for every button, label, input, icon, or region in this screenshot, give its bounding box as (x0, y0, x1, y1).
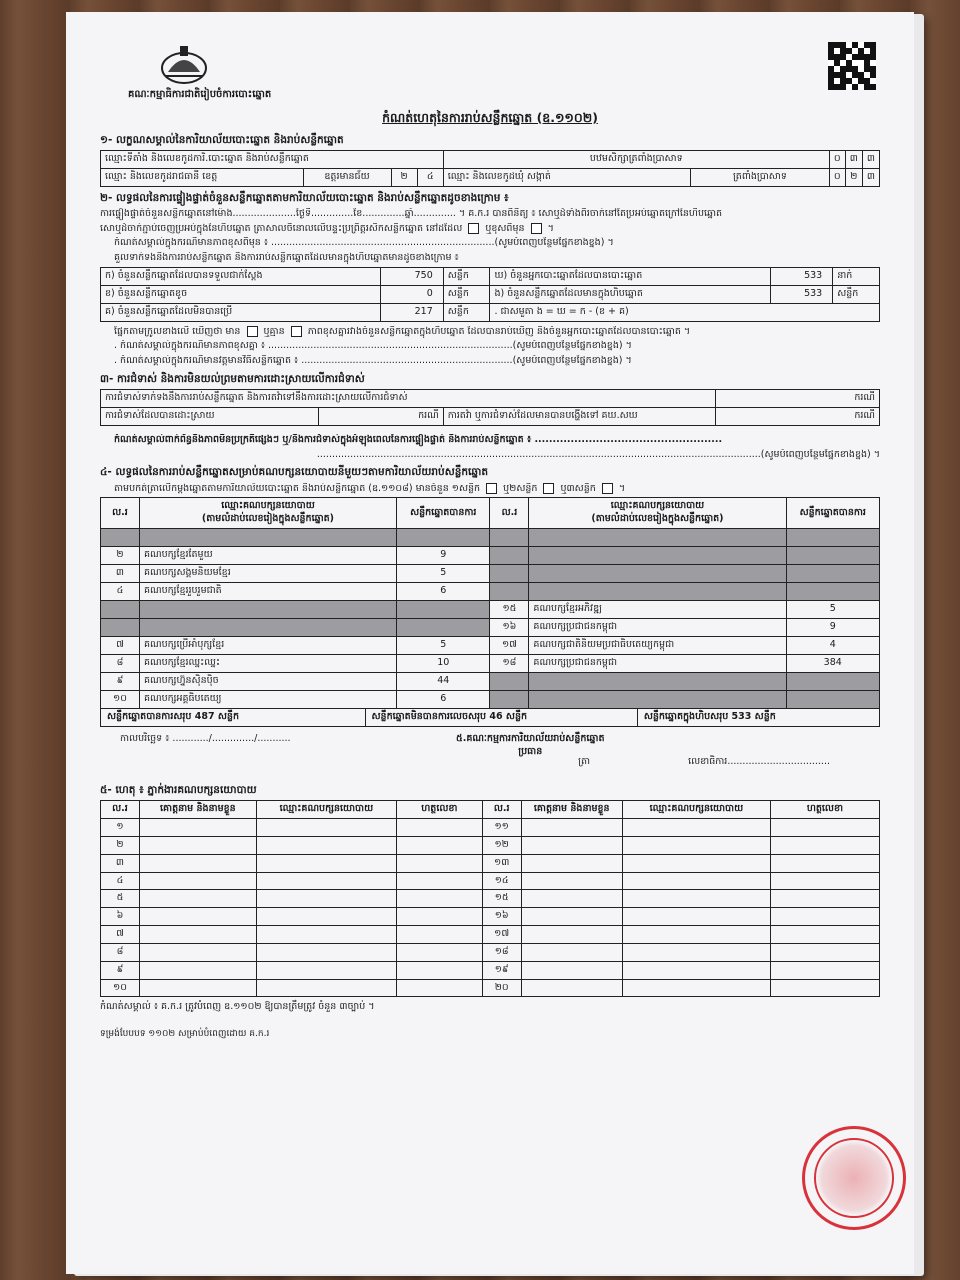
seal-status-line: សោឬដំចាក់ភ្ជាប់ចេញប្រអប់ក្នុងនៃហិបឆ្នោត ត្រាសាលចិនោលលើបន្ទះប្រព្រឹត្តរសិកសន្លឹកឆ្នោត នៅដដែល ឬខុសពីមុន ។ (100, 222, 554, 234)
signature-row (100, 733, 880, 759)
agent-entry-cell[interactable] (622, 926, 770, 944)
agent-entry-cell[interactable] (397, 908, 483, 926)
agent-no-cell: ៨ (101, 943, 140, 961)
party-no-cell: ១៦ (490, 619, 529, 637)
table-row (101, 837, 880, 855)
vote-summary-row (100, 709, 880, 727)
agents-col-sig: ហត្ថលេខា (770, 801, 879, 819)
ballots-in-box-label: ង) ចំនួនសន្លឹកឆ្នោតដែលមានក្នុងហិបឆ្នោត (490, 285, 770, 303)
unit-label: សន្លឹក (443, 303, 490, 321)
agent-no-cell: ១៣ (482, 854, 521, 872)
agent-entry-cell[interactable] (770, 837, 879, 855)
agent-no-cell: ១១ (482, 819, 521, 837)
agent-entry-cell[interactable] (622, 872, 770, 890)
agent-entry-cell[interactable] (139, 979, 256, 997)
agent-no-cell: ១ (101, 819, 140, 837)
party-party-cell: គណបក្សខ្មែរអភិវឌ្ឍ (529, 601, 786, 619)
table-row (101, 890, 880, 908)
party-votes-cell (786, 691, 880, 709)
unused-ballots-value: 217 (381, 303, 443, 321)
agent-entry-cell[interactable] (622, 854, 770, 872)
agent-entry-cell[interactable] (139, 890, 256, 908)
col-party-subtitle: (តាមលំដាប់លេខរៀងក្នុងសន្លឹកឆ្នោត) (201, 513, 335, 525)
province-label: ឈ្មោះ និងលេខកូដរាជធានី ខេត្ត (101, 168, 304, 186)
tally-one-sheet-checkbox[interactable] (486, 483, 497, 494)
agent-entry-cell[interactable] (770, 890, 879, 908)
table-row (101, 819, 880, 837)
party-votes-cell: 5 (397, 637, 490, 655)
nec-emblem-icon (158, 42, 210, 86)
agent-entry-cell[interactable] (256, 908, 396, 926)
irregularities-note-line2: ...................................................................................................................................................(សូមបំពេញបន្ថែមផ្នែកខាងខ្នង) ។ (316, 448, 880, 460)
seal-intact-checkbox[interactable] (468, 223, 479, 234)
agent-entry-cell[interactable] (770, 979, 879, 997)
party-votes-cell: 4 (786, 637, 880, 655)
party-no-cell (490, 691, 529, 709)
agent-no-cell: ១៦ (482, 908, 521, 926)
party-no-cell: ១៨ (490, 655, 529, 673)
agent-entry-cell[interactable] (521, 926, 622, 944)
agents-col-name: គោត្តនាម និងនាមខ្លួន (139, 801, 256, 819)
party-party-cell (529, 583, 786, 601)
agent-entry-cell[interactable] (521, 819, 622, 837)
case-label: ករណី (716, 390, 880, 408)
tally-three-sheets-checkbox[interactable] (602, 483, 613, 494)
qr-code-icon (828, 42, 876, 90)
election-form-paper (66, 12, 914, 1274)
section3-title: ៣- ការជំទាស់ និងការមិនយល់ព្រមតាមការដោះស្រាយលើការជំទាស់ (100, 372, 365, 385)
commune-code-digit: ៣ (862, 168, 879, 186)
committee-title: ៥.គណៈកម្មការការិយាល័យរាប់សន្លឹកឆ្នោត (456, 732, 605, 744)
agent-no-cell: ១៤ (482, 872, 521, 890)
party-party-cell: គណបក្សសង្គមនិយមខ្មែរ (139, 565, 396, 583)
commune-code-digit: ២ (845, 168, 862, 186)
agent-entry-cell[interactable] (139, 819, 256, 837)
table-row (101, 872, 880, 890)
party-results-table (100, 497, 880, 709)
agent-entry-cell[interactable] (521, 908, 622, 926)
agent-no-cell: ១០ (101, 979, 140, 997)
party-votes-cell: 10 (397, 655, 490, 673)
col-party-title: ឈ្មោះគណបក្សនយោបាយ (221, 500, 315, 512)
agent-entry-cell[interactable] (521, 961, 622, 979)
agent-entry-cell[interactable] (622, 943, 770, 961)
station-code-digit: ០ (829, 151, 845, 169)
voters-value: 533 (770, 268, 832, 286)
agent-entry-cell[interactable] (139, 908, 256, 926)
party-agents-table (100, 800, 880, 997)
agent-entry-cell[interactable] (521, 890, 622, 908)
party-no-cell (101, 529, 140, 547)
agent-entry-cell[interactable] (622, 979, 770, 997)
party-votes-cell (786, 565, 880, 583)
ballots-in-box-total: សន្លឹកឆ្នោតក្នុងហិបសរុប 533 សន្លឹក (643, 711, 776, 722)
agent-entry-cell[interactable] (521, 943, 622, 961)
party-party-cell: គណបក្សហ្វ៊ុនស៊ិនប៉ិច (139, 673, 396, 691)
party-no-cell (490, 529, 529, 547)
agent-entry-cell[interactable] (256, 961, 396, 979)
party-no-cell (490, 583, 529, 601)
discrepancy-text: ផ្នែកតាមក្រូលខាងលើ ឃើញថា មាន (114, 325, 241, 337)
agent-entry-cell[interactable] (397, 872, 483, 890)
party-votes-cell: 5 (397, 565, 490, 583)
committee-block (456, 733, 604, 759)
agent-entry-cell[interactable] (139, 837, 256, 855)
agent-entry-cell[interactable] (770, 854, 879, 872)
agent-rows (101, 819, 880, 997)
agent-no-cell: ៣ (101, 854, 140, 872)
sig-spacer (100, 756, 480, 769)
secretary-label: លេខាធិការ.................................. (688, 756, 830, 768)
tally-three-sheets-text: ឬ៣សន្លឹក (560, 482, 596, 494)
table-row (101, 601, 880, 619)
station-code-digit: ៣ (862, 151, 879, 169)
table-row (101, 979, 880, 997)
agent-entry-cell[interactable] (521, 837, 622, 855)
col-party-header (529, 498, 786, 529)
invalid-votes-total: សន្លឹកឆ្នោតមិនបានការលេចសរុប 46 សន្លឹក (366, 709, 638, 726)
col-no-header: ល.រ (101, 498, 140, 529)
party-no-cell: ១៧ (490, 637, 529, 655)
party-no-cell: ៧ (101, 637, 140, 655)
agent-entry-cell[interactable] (521, 854, 622, 872)
received-ballots-label: ក) ចំនួនសន្លឹកឆ្នោតដែលបានទទួលជាក់ស្ដែង (101, 268, 381, 286)
party-votes-cell: 9 (786, 619, 880, 637)
tally-two-sheets-text: ឬ២សន្លឹក (503, 482, 538, 494)
agent-entry-cell[interactable] (770, 908, 879, 926)
party-party-cell: គណបក្សប្រជាជនកម្ពុជា (529, 619, 786, 637)
col-party-title: ឈ្មោះគណបក្សនយោបាយ (610, 500, 705, 512)
party-no-cell: ៨ (101, 655, 140, 673)
case-label: ករណី (319, 407, 444, 425)
col-party-subtitle: (តាមលំដាប់លេខរៀងក្នុងសន្លឹកឆ្នោត) (591, 513, 724, 525)
party-party-cell (529, 673, 786, 691)
count-intro-line: គួលទាក់ទងនឹងការរាប់សន្លឹកឆ្នោត និងការរាប់សន្លឹកឆ្នោតដែលមានក្នុងហិបឆ្នោតមានដូចខាងក្រោម ៖ (114, 252, 459, 264)
voters-label: ឃ) ចំនួនអ្នកបោះឆ្នោតដែលបានបោះឆ្នោត (490, 268, 770, 286)
agents-col-name: គោត្តនាម និងនាមខ្លួន (521, 801, 622, 819)
agent-entry-cell[interactable] (139, 943, 256, 961)
agent-entry-cell[interactable] (770, 819, 879, 837)
table-row (101, 926, 880, 944)
footer-note: កំណត់សម្គាល់ ៖ គ.ក.រ ត្រូវបំពេញ ឧ.១១០២ ឱ្យបានត្រឹមត្រូវ ចំនួន ៣ច្បាប់ ។ (100, 1001, 375, 1013)
agent-no-cell: ៧ (101, 926, 140, 944)
section4-title: ៤- លទ្ធផលនៃការរាប់សន្លឹកឆ្នោតសម្រាប់គណបក្សនយោបាយនីមួយៗតាមការិយាល័យរាប់សន្លឹកឆ្នោត (100, 466, 489, 479)
agent-no-cell: ១៧ (482, 926, 521, 944)
logo-block (100, 42, 360, 102)
unit-label: សន្លឹក (443, 285, 490, 303)
agent-no-cell: ៤ (101, 872, 140, 890)
agent-entry-cell[interactable] (770, 872, 879, 890)
party-votes-cell (397, 601, 490, 619)
agent-entry-cell[interactable] (139, 961, 256, 979)
table-row (101, 961, 880, 979)
party-party-cell (139, 619, 396, 637)
unused-ballots-label: គ) ចំនួនសន្លឹកឆ្នោតដែលមិនបានប្រើ (101, 303, 381, 321)
party-votes-cell (397, 529, 490, 547)
discrepancy-no-checkbox[interactable] (291, 326, 302, 337)
party-party-cell (139, 601, 396, 619)
agent-no-cell: ២ (101, 837, 140, 855)
agent-entry-cell[interactable] (622, 837, 770, 855)
complaints-table (100, 389, 880, 426)
party-party-cell: គណបក្សអគ្គធិបតេយ្យ (139, 691, 396, 709)
agent-entry-cell[interactable] (521, 979, 622, 997)
stamp-emblem-icon (814, 1138, 894, 1218)
agent-entry-cell[interactable] (256, 819, 396, 837)
agent-entry-cell[interactable] (256, 854, 396, 872)
party-party-cell (529, 547, 786, 565)
agent-entry-cell[interactable] (397, 837, 483, 855)
count-formula: . ជាសមួតា ង = ឃ = ក - (ខ + គ) (490, 303, 880, 321)
party-no-cell (490, 565, 529, 583)
party-party-cell (529, 529, 786, 547)
seal-changed-checkbox[interactable] (531, 223, 542, 234)
commune-code-digit: ០ (829, 168, 845, 186)
agents-col-sig: ហត្ថលេខា (397, 801, 483, 819)
ballot-count-table (100, 267, 880, 321)
party-votes-cell (786, 583, 880, 601)
resolved-complaints-label: ការជំទាស់ដែលបានដោះស្រាយ (101, 407, 319, 425)
col-no-header: ល.រ (490, 498, 529, 529)
province-code-digit: ៤ (417, 168, 443, 186)
party-no-cell (101, 619, 140, 637)
agent-entry-cell[interactable] (770, 926, 879, 944)
table-row (101, 854, 880, 872)
party-no-cell: ១៥ (490, 601, 529, 619)
col-votes-header: សន្លឹកឆ្នោតបានការ (786, 498, 880, 529)
station-identity-table (100, 150, 880, 187)
tally-sheet-text: តាមបកត់ត្រាលើកម្ដងឆ្នោតតាមការិយាល័យបោះឆ្នោត និងរាប់សន្លឹកឆ្នោត (ឧ.១១០៨) មានចំនួន ១សន្លឹក (114, 482, 481, 494)
agent-entry-cell[interactable] (139, 854, 256, 872)
discrepancy-no-text: ឬគ្មាន (263, 325, 285, 337)
agent-entry-cell[interactable] (770, 943, 879, 961)
party-no-cell: ១០ (101, 691, 140, 709)
date-line: កាលបរិច្ឆេទ ៖ ............/............../........... (120, 732, 291, 744)
province-code-digit: ២ (391, 168, 417, 186)
form-title: កំណត់ហេតុនៃការរាប់សន្លឹកឆ្នោត (ឧ.១១០២) (382, 110, 598, 125)
agent-entry-cell[interactable] (397, 890, 483, 908)
party-party-cell (139, 529, 396, 547)
party-votes-cell: 384 (786, 655, 880, 673)
section2-title: ២- លទ្ធផលនៃការផ្ទៀងផ្ទាត់ចំនួនសន្លឹកឆ្នោតតាមការិយាល័យបោះឆ្នោត និងរាប់សន្លឹកឆ្នោតដូចខាងក្រោម ៖ (100, 191, 509, 204)
station-name-label: ឈ្មោះទីតាំង និងលេខកូដការិ.បោះឆ្នោត និងរាប់សន្លឹកឆ្នោត (101, 151, 444, 169)
agent-entry-cell[interactable] (139, 872, 256, 890)
party-votes-cell: 6 (397, 583, 490, 601)
agent-entry-cell[interactable] (397, 854, 483, 872)
agents-col-party: ឈ្មោះគណបក្សនយោបាយ (622, 801, 770, 819)
escalated-complaints-label: ការតវ៉ា ឬការជំទាស់ដែលមានបានបង្ហើងទៅ គឃ.សឃ (443, 407, 716, 425)
agents-col-no: ល.រ (482, 801, 521, 819)
agents-col-no: ល.រ (101, 801, 140, 819)
agent-no-cell: ១៥ (482, 890, 521, 908)
agent-no-cell: ៩ (101, 961, 140, 979)
party-party-cell: គណបក្សខ្មែររួបរួមជាតិ (139, 583, 396, 601)
table-row (101, 943, 880, 961)
agent-entry-cell[interactable] (256, 890, 396, 908)
difference-note-line: កំណត់សម្គាល់ក្នុងករណីមានភាពខុសពីមុន ៖ ..........................................................................(សូមបំពេញបន្ថែមផ្នែកខាងខ្នង) ។ (114, 237, 614, 249)
table-row (101, 565, 880, 583)
party-votes-cell (786, 673, 880, 691)
agents-col-party: ឈ្មោះគណបក្សនយោបាយ (256, 801, 396, 819)
table-row (101, 673, 880, 691)
agent-no-cell: ២០ (482, 979, 521, 997)
table-row (101, 655, 880, 673)
table-row (101, 529, 880, 547)
irregularity-note-line: . កំណត់សម្គាល់ក្នុងករណីមានវត្តមានវិធីសន្លឹកឆ្នោត ៖ ......................................................................(សូមបំពេញបន្ថែមផ្នែកខាងខ្នង) ។ (114, 355, 632, 367)
province-value: ឧត្ដរមានជ័យ (303, 168, 391, 186)
valid-votes-total: សន្លឹកឆ្នោតបានការសរុប 487 សន្លឹក (101, 709, 366, 726)
spoiled-ballots-value: 0 (381, 285, 443, 303)
form-header (100, 42, 880, 104)
unit-label: សន្លឹក (833, 285, 880, 303)
agent-no-cell: ១៩ (482, 961, 521, 979)
case-label: ករណី (716, 407, 880, 425)
party-no-cell: ៣ (101, 565, 140, 583)
col-votes-header: សន្លឹកឆ្នោតបានការ (397, 498, 490, 529)
agent-entry-cell[interactable] (256, 837, 396, 855)
discrepancy-line (100, 326, 880, 339)
tally-two-sheets-checkbox[interactable] (543, 483, 554, 494)
commune-value: ត្រពាំងប្រាសាទ (691, 168, 830, 186)
table-row (101, 619, 880, 637)
sig-spacer (770, 733, 880, 759)
section5-title: ៥- ហេតុ ៖ ភ្នាក់ងារគណបក្សនយោបាយ (100, 784, 257, 797)
ballots-in-box-value: 533 (770, 285, 832, 303)
party-no-cell (101, 601, 140, 619)
agent-entry-cell[interactable] (397, 926, 483, 944)
party-votes-cell (397, 619, 490, 637)
unit-label: សន្លឹក (443, 268, 490, 286)
table-row (101, 637, 880, 655)
tally-sheet-count-line: តាមបកត់ត្រាលើកម្ដងឆ្នោតតាមការិយាល័យបោះឆ្នោត និងរាប់សន្លឹកឆ្នោត (ឧ.១១០៨) មានចំនួន ១សន្លឹក ឬ២សន្លឹក ឬ៣សន្លឹក ។ (114, 482, 626, 494)
party-no-cell: ២ (101, 547, 140, 565)
agent-no-cell: ៥ (101, 890, 140, 908)
party-votes-cell: 9 (397, 547, 490, 565)
section1-title: ១- លក្ខណសម្គាល់នៃការិយាល័យបោះឆ្នោត និងរាប់សន្លឹកឆ្នោត (100, 133, 344, 146)
discrepancy-yes-checkbox[interactable] (247, 326, 258, 337)
party-votes-cell (786, 529, 880, 547)
party-party-cell: គណបក្សប្រើអាំបុក្សខ្មែរ (139, 637, 396, 655)
agent-entry-cell[interactable] (139, 926, 256, 944)
footer-form-id: ទម្រង់បែបបទ ១១០២ សម្រាប់បំពេញដោយ គ.ក.រ (100, 1029, 270, 1040)
verification-time-line: ការផ្ទៀងផ្ទាត់ចំនួនសន្លឹកឆ្នោតនៅម៉ោង.....................ថ្ងៃទី..............ខែ..............ឆ្នាំ.............. ។ គ.ក.រ បានពិនិត្យ ៖ សោឬដំទាំងពីរចាក់នៅតែប្រអប់ឆ្នោតក្រៅនៃហិបឆ្នោត (100, 207, 723, 219)
voters-unit: នាក់ (833, 268, 880, 286)
agent-entry-cell[interactable] (256, 872, 396, 890)
agent-no-cell: ១៨ (482, 943, 521, 961)
party-no-cell: ៤ (101, 583, 140, 601)
org-name: គណៈកម្មាធិការជាតិរៀបចំការបោះឆ្នោត (128, 89, 272, 100)
agent-entry-cell[interactable] (397, 943, 483, 961)
received-ballots-value: 750 (381, 268, 443, 286)
party-votes-cell: 5 (786, 601, 880, 619)
agent-entry-cell[interactable] (397, 961, 483, 979)
agent-entry-cell[interactable] (622, 890, 770, 908)
agent-entry-cell[interactable] (622, 819, 770, 837)
station-code-digit: ៣ (845, 151, 862, 169)
col-party-header (139, 498, 396, 529)
agent-entry-cell[interactable] (397, 819, 483, 837)
commune-label: ឈ្មោះ និងលេខកូដឃុំ សង្កាត់ (443, 168, 690, 186)
party-party-cell (529, 565, 786, 583)
agent-entry-cell[interactable] (256, 926, 396, 944)
party-no-cell (490, 547, 529, 565)
agent-entry-cell[interactable] (622, 961, 770, 979)
agent-entry-cell[interactable] (256, 979, 396, 997)
discrepancy-note-line: . កំណត់សម្គាល់ក្នុងករណីមានភាពខុសគ្នា ៖ .................................................................................(សូមបំពេញបន្ថែមផ្នែកខាងខ្នង) ។ (114, 340, 632, 352)
discrepancy-desc: ភាពខុសគ្នារវាងចំនួនសន្លឹកឆ្នោតក្នុងហិបឆ្នោត ដែលបានរាប់ឃើញ និងចំនួនអ្នកបោះឆ្នោតដែលបានបោះឆ្នោត ។ (307, 325, 691, 337)
party-party-cell: គណបក្សប្រជាជនកម្ពុជា (529, 655, 786, 673)
table-row (101, 583, 880, 601)
station-name-value: បឋមសិក្សាត្រពាំងប្រាសាទ (443, 151, 829, 169)
spoiled-ballots-label: ខ) ចំនួនសន្លឹកឆ្នោតខូច (101, 285, 381, 303)
agent-entry-cell[interactable] (397, 979, 483, 997)
seal-status-text: សោឬដំចាក់ភ្ជាប់ចេញប្រអប់ក្នុងនៃហិបឆ្នោត ត្រាសាលចិនោលលើបន្ទះប្រព្រឹត្តរសិកសន្លឹកឆ្នោត នៅដដែល (100, 222, 463, 234)
table-row (101, 547, 880, 565)
complaints-label: ការជំទាស់ទាក់ទងនឹងការរាប់សន្លឹកឆ្នោត និងការតវ៉ាទៅនឹងការដោះស្រាយលើការជំទាស់ (101, 390, 716, 408)
chair-label: ប្រធាន (518, 745, 543, 757)
agent-no-cell: ៦ (101, 908, 140, 926)
agent-no-cell: ១២ (482, 837, 521, 855)
stamp-label: ត្រា (578, 756, 590, 768)
table-row (101, 908, 880, 926)
agent-entry-cell[interactable] (521, 872, 622, 890)
agent-entry-cell[interactable] (770, 961, 879, 979)
party-party-cell: គណបក្សខ្មែរតែមួយ (139, 547, 396, 565)
party-party-cell: គណបក្សជាតិនិយមប្រជាធិបតេយ្យកម្ពុជា (529, 637, 786, 655)
official-red-stamp (802, 1126, 906, 1230)
agent-entry-cell[interactable] (256, 943, 396, 961)
party-party-cell (529, 691, 786, 709)
table-row (101, 691, 880, 709)
party-no-cell: ៩ (101, 673, 140, 691)
party-no-cell (490, 673, 529, 691)
agent-entry-cell[interactable] (622, 908, 770, 926)
irregularities-note-line: កំណត់សម្គាល់ពាក់ព័ន្ធនឹងភាពមិនប្រក្រតីផ្សេងៗ ឬ/និងការជំទាស់ក្នុងអំឡុងពេលនៃការផ្ទៀងផ្ទាត់ និងការរាប់សន្លឹកឆ្នោត ៖ .................................................... (114, 433, 723, 445)
seal-changed-text: ឬខុសពីមុន (485, 222, 525, 234)
party-party-cell: គណបក្សខ្មែរឈ្នះឈ្នះ (139, 655, 396, 673)
party-rows (101, 529, 880, 709)
party-votes-cell: 44 (397, 673, 490, 691)
party-votes-cell: 6 (397, 691, 490, 709)
party-votes-cell (786, 547, 880, 565)
